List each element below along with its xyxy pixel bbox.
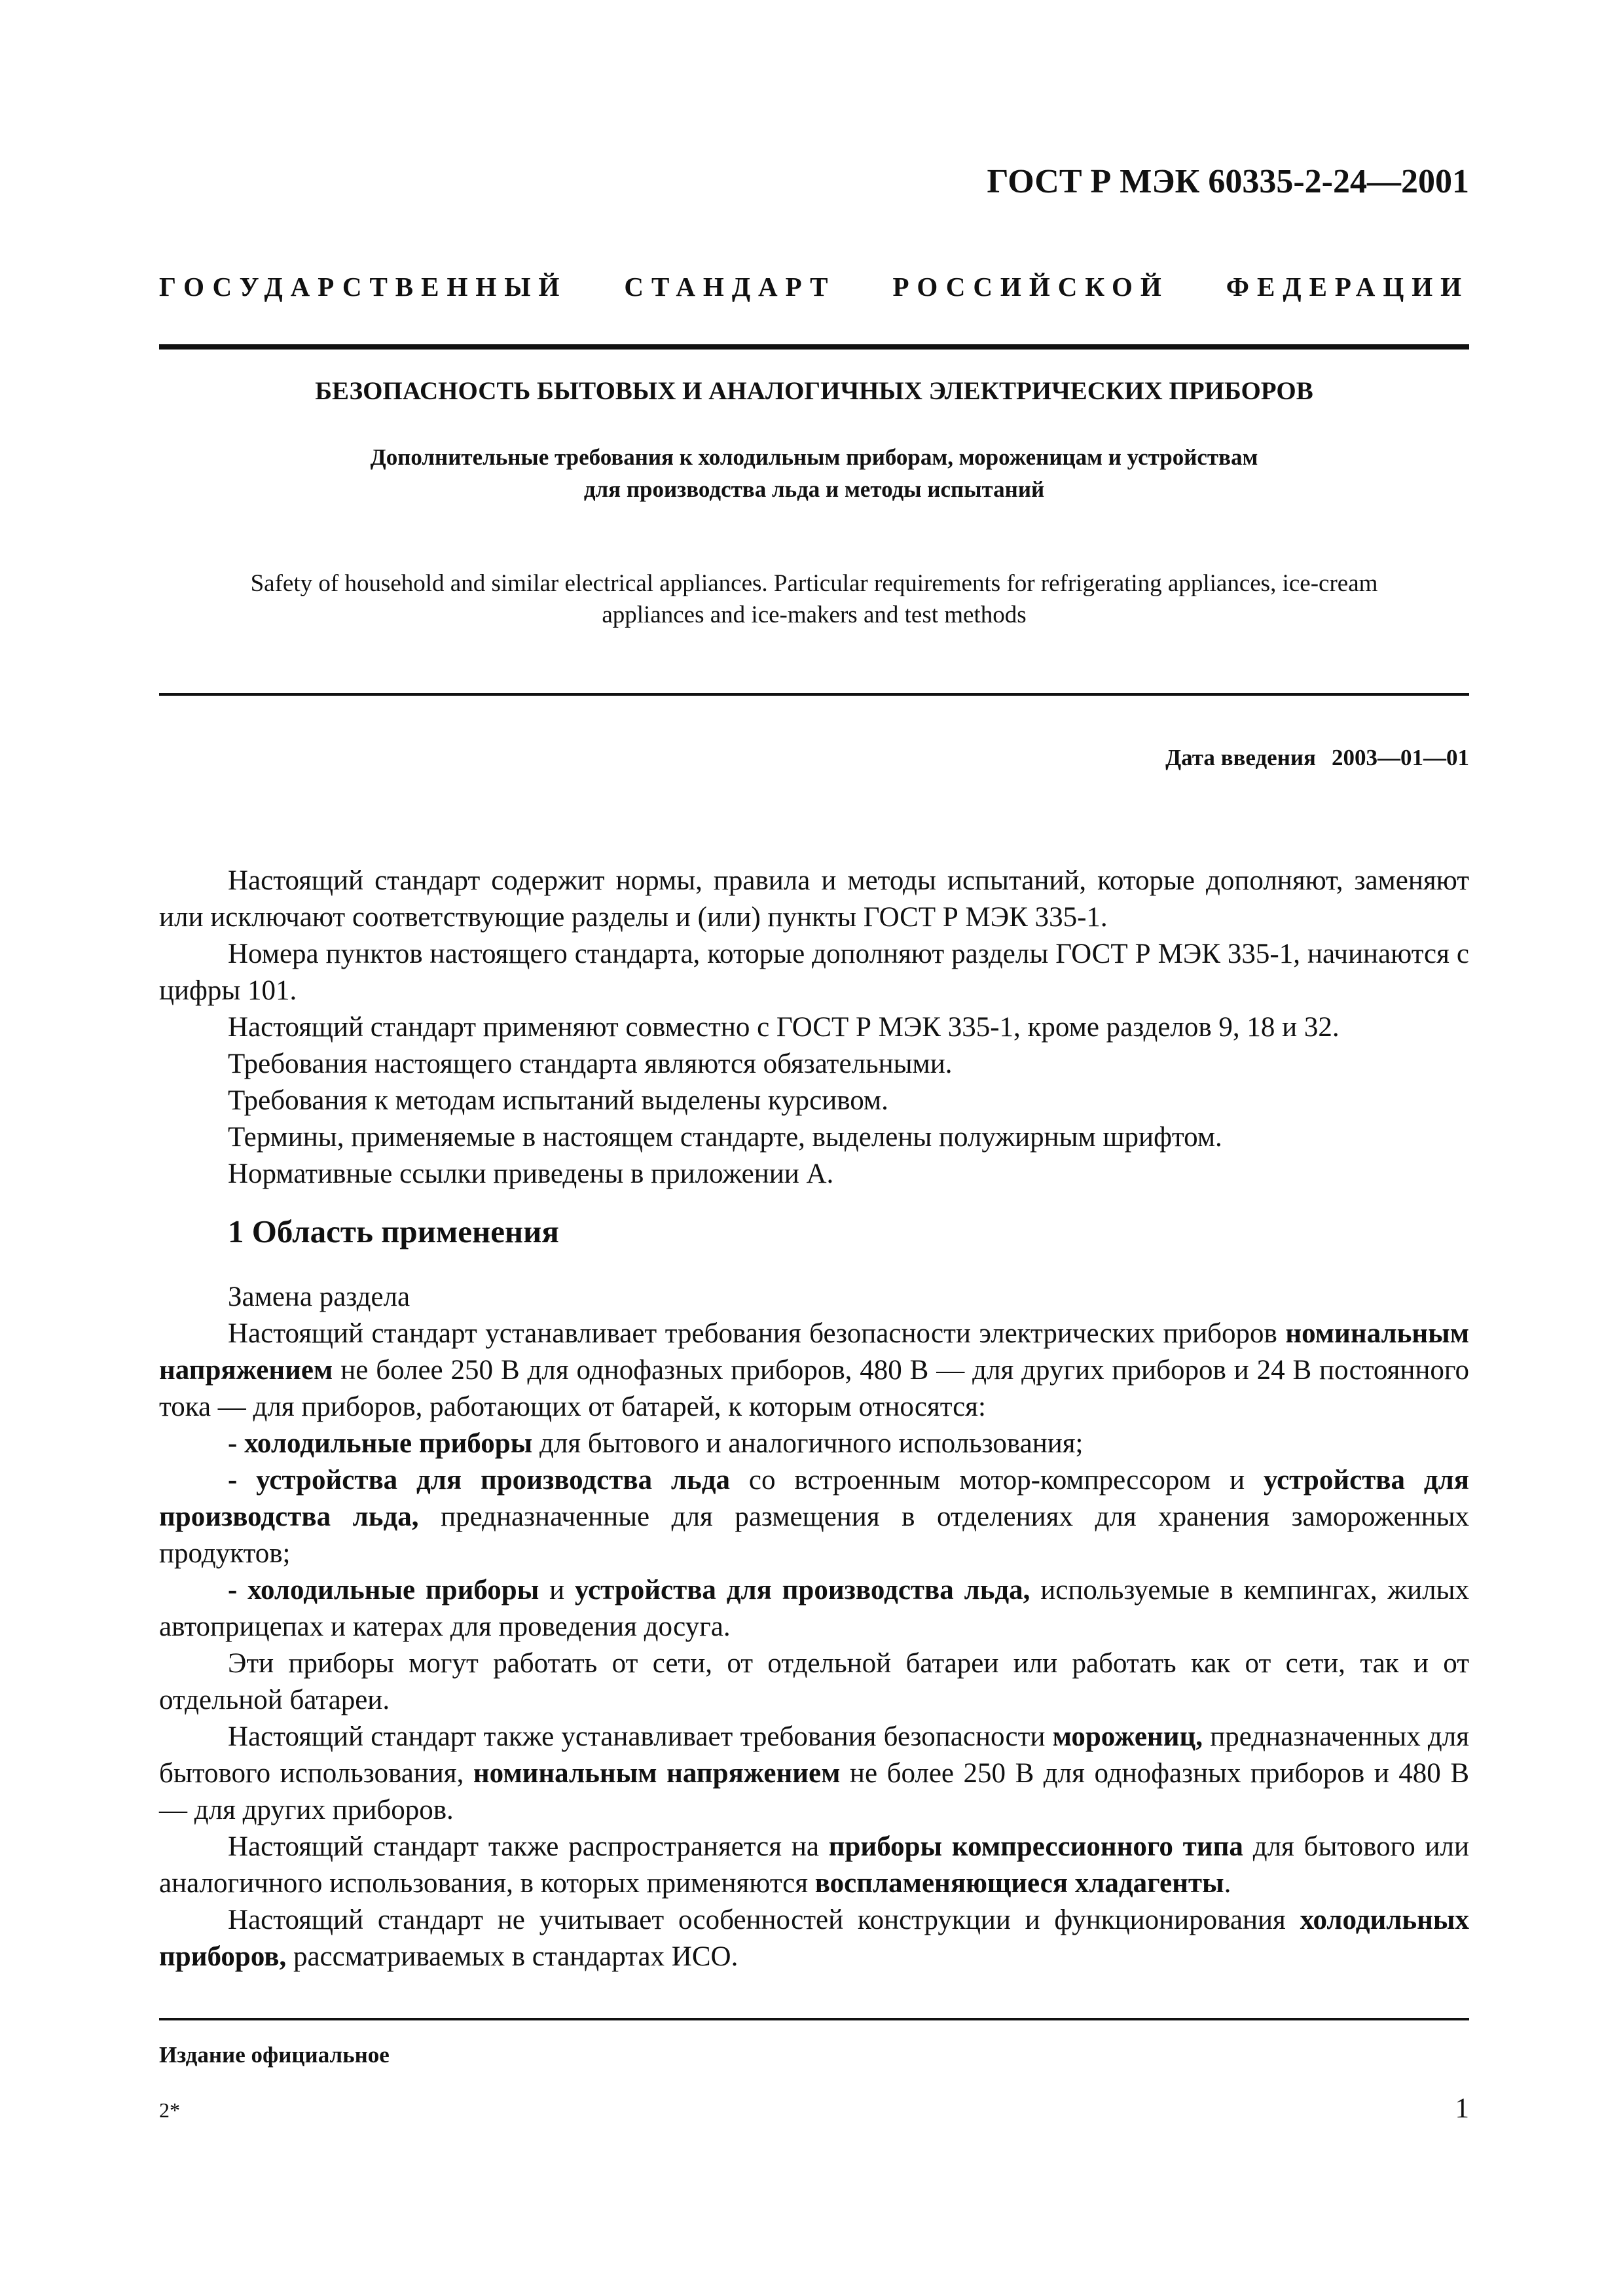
header-divider [159, 344, 1469, 350]
defined-term: - холодильные приборы [228, 1428, 533, 1459]
scope-list-item [159, 1426, 1469, 1462]
intro-paragraph: Требования настоящего стандарта являются обязательными. [228, 1049, 953, 1079]
text-run: Настоящий стандарт не учитывает особенностей конструкции и функционирования [228, 1905, 1300, 1935]
sheet-mark: 2* [159, 2098, 180, 2122]
intro-paragraph: Требования к методам испытаний выделены курсивом. [228, 1085, 888, 1116]
defined-term: устройства для производства льда, [159, 1465, 1469, 1532]
english-title-line: appliances and ice-makers and test methods [602, 601, 1027, 628]
scope-paragraph [159, 1902, 1469, 1975]
scope-paragraph: Эти приборы могут работать от сети, от отдельной батареи или работать как от сети, так и от отдельной батареи. [159, 1648, 1469, 1715]
intro-paragraph: Настоящий стандарт содержит нормы, правила и методы испытаний, которые дополняют, заменяют или исключают соответствующие разделы и (или) пункты ГОСТ Р МЭК 335-1. [159, 865, 1469, 933]
text-run: для бытового и аналогичного использования; [532, 1428, 1084, 1459]
defined-term: - холодильные приборы [228, 1575, 539, 1605]
defined-term: устройства для производства льда, [574, 1575, 1030, 1605]
intro-date-value: 2003—01—01 [1332, 745, 1469, 770]
document-title: БЕЗОПАСНОСТЬ БЫТОВЫХ И АНАЛОГИЧНЫХ ЭЛЕКТРИЧЕСКИХ ПРИБОРОВ [315, 377, 1313, 405]
text-run: не более 250 В для однофазных приборов и 480 В — для других приборов. [159, 1758, 1470, 1825]
defined-term: приборы компрессионного типа [828, 1831, 1243, 1862]
english-title-line: Safety of household and similar electrical appliances. Particular requirements for refrigerating appliances, ice-cream [250, 570, 1378, 597]
scope-paragraph [159, 1316, 1469, 1426]
text-run: предназначенных для бытового использования, [159, 1721, 1470, 1789]
text-run: используемые в кемпингах, жилых автоприцепах и катерах для проведения досуга. [159, 1575, 1469, 1642]
defined-term: номинальным напряжением [473, 1758, 841, 1789]
gost-number: ГОСТ Р МЭК 60335-2-24—2001 [987, 163, 1469, 200]
scope-list-item [159, 1462, 1469, 1572]
english-title [159, 568, 1469, 631]
defined-term: морожениц, [1052, 1721, 1203, 1752]
state-standard-banner [159, 271, 1469, 302]
banner-word: РОССИЙСКОЙ [892, 272, 1169, 302]
section-heading: 1 Область применения [228, 1213, 559, 1249]
subtitle-line: Дополнительные требования к холодильным приборам, мороженицам и устройствам [370, 444, 1258, 470]
text-run: и [539, 1575, 575, 1605]
intro-paragraph: Термины, применяемые в настоящем стандарте, выделены полужирным шрифтом. [228, 1122, 1222, 1153]
scope-paragraph [159, 1829, 1469, 1902]
banner-word: ГОСУДАРСТВЕННЫЙ [159, 272, 568, 302]
text-run: предназначенные для размещения в отделениях для хранения замороженных продуктов; [159, 1501, 1470, 1569]
text-run: рассматриваемых в стандартах ИСО. [286, 1941, 739, 1972]
defined-term: номинальным напряжением [159, 1318, 1469, 1386]
intro-date-label: Дата введения [1165, 745, 1316, 770]
replacement-note: Замена раздела [228, 1282, 410, 1312]
edition-label: Издание официальное [159, 2042, 390, 2068]
text-run: . [1224, 1868, 1231, 1899]
defined-term: холодильных приборов, [159, 1905, 1469, 1972]
banner-word: СТАНДАРТ [624, 272, 836, 302]
intro-paragraph: Номера пунктов настоящего стандарта, которые дополняют разделы ГОСТ Р МЭК 335-1, начинаются с цифры 101. [159, 939, 1469, 1006]
subtitle-line: для производства льда и методы испытаний [583, 476, 1045, 502]
text-run: Настоящий стандарт также распространяется на [228, 1831, 829, 1862]
document-body [159, 863, 1469, 1975]
text-run: со встроенным мотор-компрессором и [730, 1465, 1264, 1496]
document-subtitle [159, 441, 1469, 505]
text-run: для бытового или аналогичного использования, в которых применяются [159, 1831, 1469, 1899]
scope-list-item [159, 1572, 1469, 1645]
intro-paragraph: Настоящий стандарт применяют совместно с ГОСТ Р МЭК 335-1, кроме разделов 9, 18 и 32. [228, 1012, 1340, 1043]
text-run: Настоящий стандарт устанавливает требования безопасности электрических приборов [228, 1318, 1286, 1349]
scope-paragraph [159, 1719, 1469, 1829]
banner-word: ФЕДЕРАЦИИ [1226, 272, 1469, 302]
text-run: Настоящий стандарт также устанавливает требования безопасности [228, 1721, 1053, 1752]
text-run: не более 250 В для однофазных приборов, 480 В — для других приборов и 24 В постоянного тока — для приборов, работающих от батарей, к которым относятся: [159, 1355, 1469, 1422]
footer-divider [159, 2018, 1469, 2020]
title-divider [159, 693, 1469, 696]
introduction-date [1165, 745, 1469, 771]
page-number: 1 [1455, 2093, 1469, 2124]
intro-paragraph: Нормативные ссылки приведены в приложении А. [228, 1158, 834, 1189]
defined-term: воспламеняющиеся хладагенты [814, 1868, 1224, 1899]
defined-term: - устройства для производства льда [228, 1465, 731, 1496]
